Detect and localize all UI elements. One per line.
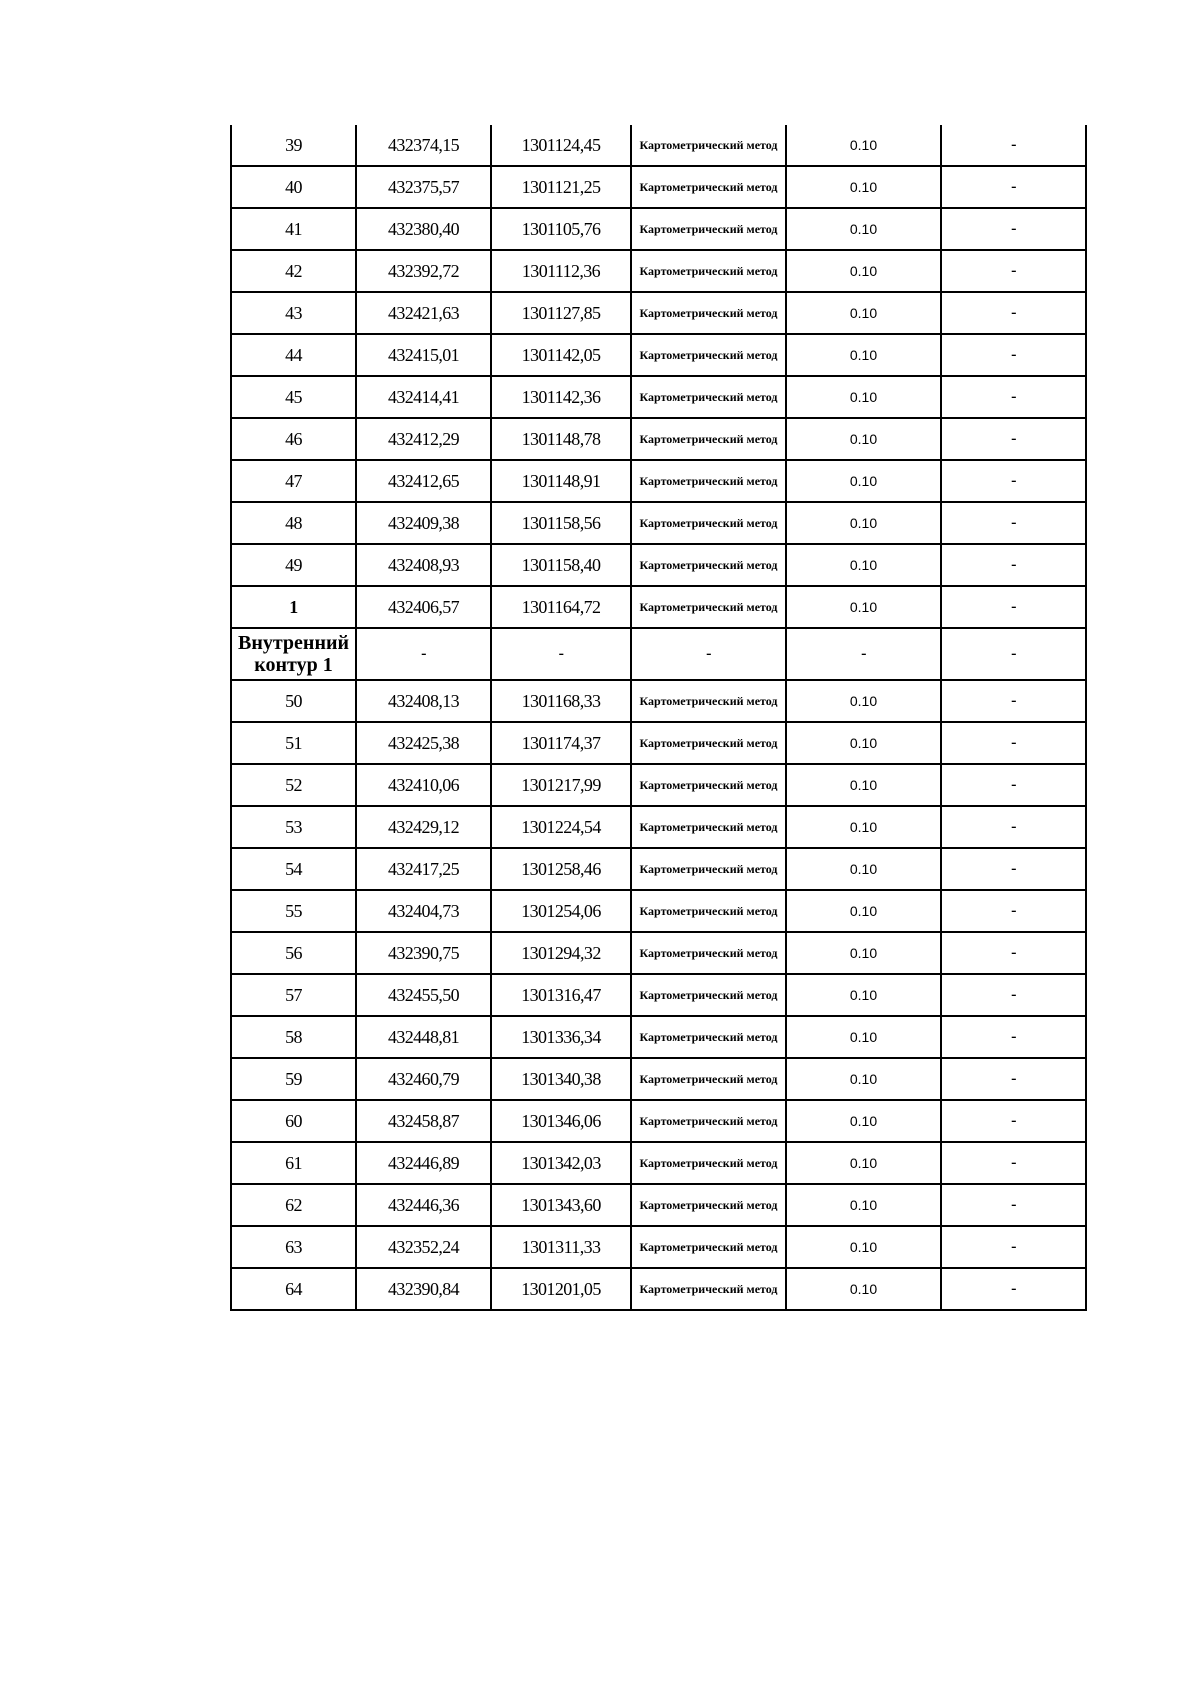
method-cell: Картометрический метод xyxy=(631,1142,786,1184)
table-row xyxy=(231,418,1086,460)
x-coordinate-cell: 432374,15 xyxy=(356,125,491,166)
note-cell: - xyxy=(941,1142,1086,1184)
y-coordinate-cell: 1301316,47 xyxy=(491,974,631,1016)
note-cell: - xyxy=(941,418,1086,460)
note-cell: - xyxy=(941,166,1086,208)
method-cell: Картометрический метод xyxy=(631,544,786,586)
method-cell: Картометрический метод xyxy=(631,1226,786,1268)
method-cell: Картометрический метод xyxy=(631,932,786,974)
y-coordinate-cell: 1301164,72 xyxy=(491,586,631,628)
y-coordinate-cell: 1301124,45 xyxy=(491,125,631,166)
accuracy-cell: 0.10 xyxy=(786,680,941,722)
y-coordinate-cell: 1301340,38 xyxy=(491,1058,631,1100)
table-row xyxy=(231,376,1086,418)
y-coordinate-cell: 1301148,78 xyxy=(491,418,631,460)
note-cell: - xyxy=(941,764,1086,806)
method-cell: Картометрический метод xyxy=(631,764,786,806)
note-cell: - xyxy=(941,1226,1086,1268)
section-label: Внутренний контур 1 xyxy=(231,628,356,680)
table-row xyxy=(231,890,1086,932)
point-number-cell: 63 xyxy=(231,1226,356,1268)
section-method-cell: - xyxy=(631,628,786,680)
method-cell: Картометрический метод xyxy=(631,586,786,628)
x-coordinate-cell: 432429,12 xyxy=(356,806,491,848)
accuracy-cell: 0.10 xyxy=(786,932,941,974)
accuracy-cell: 0.10 xyxy=(786,1184,941,1226)
y-coordinate-cell: 1301217,99 xyxy=(491,764,631,806)
x-coordinate-cell: 432380,40 xyxy=(356,208,491,250)
point-number-cell: 54 xyxy=(231,848,356,890)
note-cell: - xyxy=(941,848,1086,890)
y-coordinate-cell: 1301201,05 xyxy=(491,1268,631,1310)
table-row xyxy=(231,680,1086,722)
accuracy-cell: 0.10 xyxy=(786,890,941,932)
point-number-cell: 47 xyxy=(231,460,356,502)
accuracy-cell: 0.10 xyxy=(786,125,941,166)
table-row xyxy=(231,292,1086,334)
note-cell: - xyxy=(941,1184,1086,1226)
y-coordinate-cell: 1301158,56 xyxy=(491,502,631,544)
accuracy-cell: 0.10 xyxy=(786,334,941,376)
note-cell: - xyxy=(941,586,1086,628)
point-number-cell: 46 xyxy=(231,418,356,460)
table-row xyxy=(231,208,1086,250)
table-row xyxy=(231,1100,1086,1142)
point-number-cell: 58 xyxy=(231,1016,356,1058)
accuracy-cell: 0.10 xyxy=(786,166,941,208)
accuracy-cell: 0.10 xyxy=(786,806,941,848)
y-coordinate-cell: 1301148,91 xyxy=(491,460,631,502)
accuracy-cell: 0.10 xyxy=(786,460,941,502)
method-cell: Картометрический метод xyxy=(631,418,786,460)
method-cell: Картометрический метод xyxy=(631,292,786,334)
point-number-cell: 62 xyxy=(231,1184,356,1226)
accuracy-cell: 0.10 xyxy=(786,848,941,890)
method-cell: Картометрический метод xyxy=(631,460,786,502)
table-row xyxy=(231,764,1086,806)
x-coordinate-cell: 432390,75 xyxy=(356,932,491,974)
y-coordinate-cell: 1301254,06 xyxy=(491,890,631,932)
y-coordinate-cell: 1301174,37 xyxy=(491,722,631,764)
table-row xyxy=(231,932,1086,974)
y-coordinate-cell: 1301112,36 xyxy=(491,250,631,292)
table-row xyxy=(231,722,1086,764)
section-x-cell: - xyxy=(356,628,491,680)
point-number-cell: 51 xyxy=(231,722,356,764)
note-cell: - xyxy=(941,974,1086,1016)
method-cell: Картометрический метод xyxy=(631,376,786,418)
point-number-cell: 50 xyxy=(231,680,356,722)
method-cell: Картометрический метод xyxy=(631,1016,786,1058)
x-coordinate-cell: 432375,57 xyxy=(356,166,491,208)
method-cell: Картометрический метод xyxy=(631,680,786,722)
table-row xyxy=(231,460,1086,502)
method-cell: Картометрический метод xyxy=(631,334,786,376)
accuracy-cell: 0.10 xyxy=(786,1058,941,1100)
accuracy-cell: 0.10 xyxy=(786,502,941,544)
method-cell: Картометрический метод xyxy=(631,806,786,848)
section-accuracy-cell: - xyxy=(786,628,941,680)
table-row xyxy=(231,1268,1086,1310)
x-coordinate-cell: 432392,72 xyxy=(356,250,491,292)
accuracy-cell: 0.10 xyxy=(786,376,941,418)
table-row xyxy=(231,974,1086,1016)
note-cell: - xyxy=(941,806,1086,848)
note-cell: - xyxy=(941,1058,1086,1100)
table-row xyxy=(231,1142,1086,1184)
note-cell: - xyxy=(941,1100,1086,1142)
point-number-cell: 60 xyxy=(231,1100,356,1142)
point-number-cell: 64 xyxy=(231,1268,356,1310)
y-coordinate-cell: 1301168,33 xyxy=(491,680,631,722)
point-number-cell: 40 xyxy=(231,166,356,208)
point-number-cell: 59 xyxy=(231,1058,356,1100)
x-coordinate-cell: 432446,89 xyxy=(356,1142,491,1184)
point-number-cell: 43 xyxy=(231,292,356,334)
coordinates-table xyxy=(230,125,1087,1311)
note-cell: - xyxy=(941,125,1086,166)
method-cell: Картометрический метод xyxy=(631,166,786,208)
y-coordinate-cell: 1301158,40 xyxy=(491,544,631,586)
accuracy-cell: 0.10 xyxy=(786,1100,941,1142)
y-coordinate-cell: 1301127,85 xyxy=(491,292,631,334)
table-row xyxy=(231,806,1086,848)
y-coordinate-cell: 1301258,46 xyxy=(491,848,631,890)
y-coordinate-cell: 1301224,54 xyxy=(491,806,631,848)
section-y-cell: - xyxy=(491,628,631,680)
table-row xyxy=(231,125,1086,166)
note-cell: - xyxy=(941,544,1086,586)
method-cell: Картометрический метод xyxy=(631,1100,786,1142)
table-row xyxy=(231,586,1086,628)
note-cell: - xyxy=(941,208,1086,250)
point-number-cell: 55 xyxy=(231,890,356,932)
x-coordinate-cell: 432410,06 xyxy=(356,764,491,806)
point-number-cell: 49 xyxy=(231,544,356,586)
method-cell: Картометрический метод xyxy=(631,1058,786,1100)
accuracy-cell: 0.10 xyxy=(786,418,941,460)
accuracy-cell: 0.10 xyxy=(786,292,941,334)
method-cell: Картометрический метод xyxy=(631,250,786,292)
method-cell: Картометрический метод xyxy=(631,974,786,1016)
note-cell: - xyxy=(941,932,1086,974)
y-coordinate-cell: 1301343,60 xyxy=(491,1184,631,1226)
x-coordinate-cell: 432446,36 xyxy=(356,1184,491,1226)
point-number-cell: 52 xyxy=(231,764,356,806)
x-coordinate-cell: 432409,38 xyxy=(356,502,491,544)
table-row xyxy=(231,1184,1086,1226)
x-coordinate-cell: 432408,13 xyxy=(356,680,491,722)
point-number-cell: 39 xyxy=(231,125,356,166)
y-coordinate-cell: 1301311,33 xyxy=(491,1226,631,1268)
x-coordinate-cell: 432455,50 xyxy=(356,974,491,1016)
method-cell: Картометрический метод xyxy=(631,848,786,890)
y-coordinate-cell: 1301142,05 xyxy=(491,334,631,376)
y-coordinate-cell: 1301342,03 xyxy=(491,1142,631,1184)
accuracy-cell: 0.10 xyxy=(786,544,941,586)
table-row xyxy=(231,848,1086,890)
table-row xyxy=(231,166,1086,208)
method-cell: Картометрический метод xyxy=(631,125,786,166)
x-coordinate-cell: 432408,93 xyxy=(356,544,491,586)
note-cell: - xyxy=(941,722,1086,764)
table-row xyxy=(231,1016,1086,1058)
y-coordinate-cell: 1301346,06 xyxy=(491,1100,631,1142)
x-coordinate-cell: 432414,41 xyxy=(356,376,491,418)
table-row xyxy=(231,334,1086,376)
note-cell: - xyxy=(941,502,1086,544)
accuracy-cell: 0.10 xyxy=(786,250,941,292)
point-number-cell: 56 xyxy=(231,932,356,974)
table-row xyxy=(231,544,1086,586)
point-number-cell: 41 xyxy=(231,208,356,250)
table-row xyxy=(231,1058,1086,1100)
y-coordinate-cell: 1301121,25 xyxy=(491,166,631,208)
note-cell: - xyxy=(941,680,1086,722)
table-row xyxy=(231,250,1086,292)
note-cell: - xyxy=(941,334,1086,376)
method-cell: Картометрический метод xyxy=(631,208,786,250)
note-cell: - xyxy=(941,1268,1086,1310)
method-cell: Картометрический метод xyxy=(631,502,786,544)
section-header-row xyxy=(231,628,1086,680)
note-cell: - xyxy=(941,250,1086,292)
x-coordinate-cell: 432417,25 xyxy=(356,848,491,890)
accuracy-cell: 0.10 xyxy=(786,1016,941,1058)
x-coordinate-cell: 432415,01 xyxy=(356,334,491,376)
note-cell: - xyxy=(941,890,1086,932)
x-coordinate-cell: 432412,29 xyxy=(356,418,491,460)
x-coordinate-cell: 432421,63 xyxy=(356,292,491,334)
accuracy-cell: 0.10 xyxy=(786,586,941,628)
x-coordinate-cell: 432448,81 xyxy=(356,1016,491,1058)
x-coordinate-cell: 432458,87 xyxy=(356,1100,491,1142)
x-coordinate-cell: 432390,84 xyxy=(356,1268,491,1310)
point-number-cell: 1 xyxy=(231,586,356,628)
table-row xyxy=(231,1226,1086,1268)
accuracy-cell: 0.10 xyxy=(786,974,941,1016)
x-coordinate-cell: 432352,24 xyxy=(356,1226,491,1268)
point-number-cell: 61 xyxy=(231,1142,356,1184)
point-number-cell: 57 xyxy=(231,974,356,1016)
method-cell: Картометрический метод xyxy=(631,722,786,764)
x-coordinate-cell: 432425,38 xyxy=(356,722,491,764)
x-coordinate-cell: 432412,65 xyxy=(356,460,491,502)
x-coordinate-cell: 432460,79 xyxy=(356,1058,491,1100)
point-number-cell: 48 xyxy=(231,502,356,544)
method-cell: Картометрический метод xyxy=(631,1268,786,1310)
y-coordinate-cell: 1301105,76 xyxy=(491,208,631,250)
x-coordinate-cell: 432404,73 xyxy=(356,890,491,932)
note-cell: - xyxy=(941,1016,1086,1058)
y-coordinate-cell: 1301142,36 xyxy=(491,376,631,418)
note-cell: - xyxy=(941,460,1086,502)
accuracy-cell: 0.10 xyxy=(786,722,941,764)
y-coordinate-cell: 1301294,32 xyxy=(491,932,631,974)
x-coordinate-cell: 432406,57 xyxy=(356,586,491,628)
y-coordinate-cell: 1301336,34 xyxy=(491,1016,631,1058)
accuracy-cell: 0.10 xyxy=(786,1142,941,1184)
point-number-cell: 44 xyxy=(231,334,356,376)
point-number-cell: 42 xyxy=(231,250,356,292)
section-note-cell: - xyxy=(941,628,1086,680)
note-cell: - xyxy=(941,376,1086,418)
accuracy-cell: 0.10 xyxy=(786,1226,941,1268)
method-cell: Картометрический метод xyxy=(631,1184,786,1226)
method-cell: Картометрический метод xyxy=(631,890,786,932)
accuracy-cell: 0.10 xyxy=(786,764,941,806)
point-number-cell: 45 xyxy=(231,376,356,418)
accuracy-cell: 0.10 xyxy=(786,208,941,250)
point-number-cell: 53 xyxy=(231,806,356,848)
accuracy-cell: 0.10 xyxy=(786,1268,941,1310)
table-row xyxy=(231,502,1086,544)
note-cell: - xyxy=(941,292,1086,334)
